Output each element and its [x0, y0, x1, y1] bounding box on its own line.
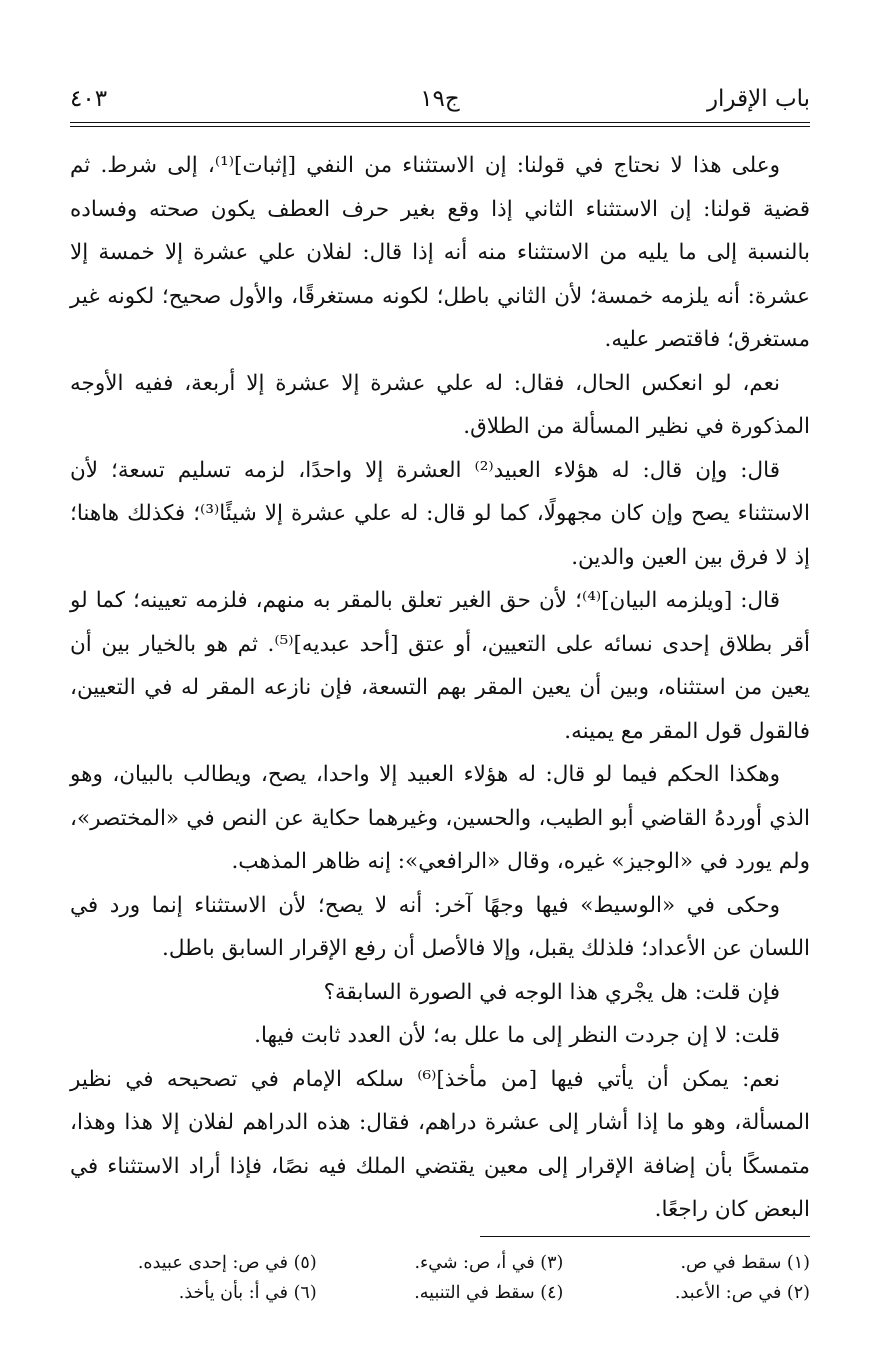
- paragraph: نعم: يمكن أن يأتي فيها [من مأخذ]⁽⁶⁾ سلكه الإمام في تصحيحه في نظير المسألة، وهو ما إذا أشار إلى عشرة دراهم، فقال: هذه الدراهم لفلان إلا هذا وهذا، متمسكًا بأن إضافة الإقرار إلى معين يقتضي الملك فيه نصًا، فإذا أراد الاستثناء في البعض كان راجعًا.: [70, 1066, 810, 1222]
- paragraph: قلت: لا إن جردت النظر إلى ما علل به؛ لأن العدد ثابت فيها.: [254, 1023, 780, 1048]
- footnote-6: (٦) في أ: بأن يأخذ.: [178, 1283, 317, 1303]
- chapter-title: باب الإقرار: [706, 86, 810, 112]
- footnote-1: (١) سقط في ص.: [680, 1253, 810, 1273]
- footnote-5: (٥) في ص: إحدى عبيده.: [137, 1253, 317, 1273]
- running-header: [70, 82, 810, 114]
- paragraph: قال: [ويلزمه البيان]⁽⁴⁾؛ لأن حق الغير تعلق بالمقر به منهم، فلزمه تعيينه؛ كما لو أقر بطلاق إحدى نسائه على التعيين، أو عتق [أحد عبديه]⁽⁵⁾. ثم هو بالخيار بين أن يعين من استثناه، وبين أن يعين المقر بهم التسعة، فإن نازعه المقر له في التعيين، فالقول قول المقر مع يمينه.: [70, 588, 810, 744]
- header-rule-thin: [70, 126, 810, 127]
- paragraph: نعم، لو انعكس الحال، فقال: له علي عشرة إلا عشرة إلا أربعة، ففيه الأوجه المذكورة في نظير المسألة من الطلاق.: [70, 370, 810, 439]
- page-number: ٤٠٣: [70, 86, 108, 112]
- paragraph: فإن قلت: هل يجْري هذا الوجه في الصورة السابقة؟: [323, 979, 780, 1005]
- paragraph: قال: وإن قال: له هؤلاء العبيد⁽²⁾ العشرة إلا واحدًا، لزمه تسليم تسعة؛ لأن الاستثناء يصح وإن كان مجهولًا، كما لو قال: له علي عشرة إلا شيئًا⁽³⁾؛ فكذلك هاهنا؛ إذ لا فرق بين العين والدين.: [70, 457, 810, 570]
- footnote-2: (٢) في ص: الأعبد.: [674, 1283, 810, 1303]
- footnote-separator: [480, 1236, 810, 1237]
- footnote-row: [70, 1278, 810, 1308]
- footnotes: [70, 1248, 810, 1308]
- header-rule: [70, 122, 810, 123]
- volume-number: ج١٩: [420, 86, 460, 112]
- page: [70, 82, 810, 1322]
- paragraph: وحكى في «الوسيط» فيها وجهًا آخر: أنه لا يصح؛ لأن الاستثناء إنما ورد في اللسان عن الأعداد؛ فلذلك يقبل، وإلا فالأصل أن رفع الإقرار السابق باطل.: [70, 892, 810, 961]
- footnote-4: (٤) سقط في التنبيه.: [414, 1283, 564, 1303]
- footnote-3: (٣) في أ، ص: شيء.: [414, 1253, 564, 1273]
- paragraph: وعلى هذا لا نحتاج في قولنا: إن الاستثناء من النفي [إثبات]⁽¹⁾، إلى شرط. ثم قضية قولنا: إن الاستثناء الثاني إذا وقع بغير حرف العطف يكون صحته وفساده بالنسبة إلى ما يليه من الاستثناء منه أنه إذا قال: لفلان علي عشرة إلا خمسة إلا عشرة: أنه يلزمه خمسة؛ لأن الثاني باطل؛ لكونه مستغرقًا، والأول صحيح؛ لكونه غير مستغرق؛ فاقتصر عليه.: [70, 153, 810, 352]
- main-text: [70, 144, 810, 1232]
- footnote-row: [70, 1248, 810, 1278]
- paragraph: وهكذا الحكم فيما لو قال: له هؤلاء العبيد إلا واحدا، يصح، ويطالب بالبيان، وهو الذي أوردهُ القاضي أبو الطيب، والحسين، وغيرهما حكاية عن النص في «المختصر»، ولم يورد في «الوجيز» غيره، وقال «الرافعي»: إنه ظاهر المذهب.: [70, 762, 810, 874]
